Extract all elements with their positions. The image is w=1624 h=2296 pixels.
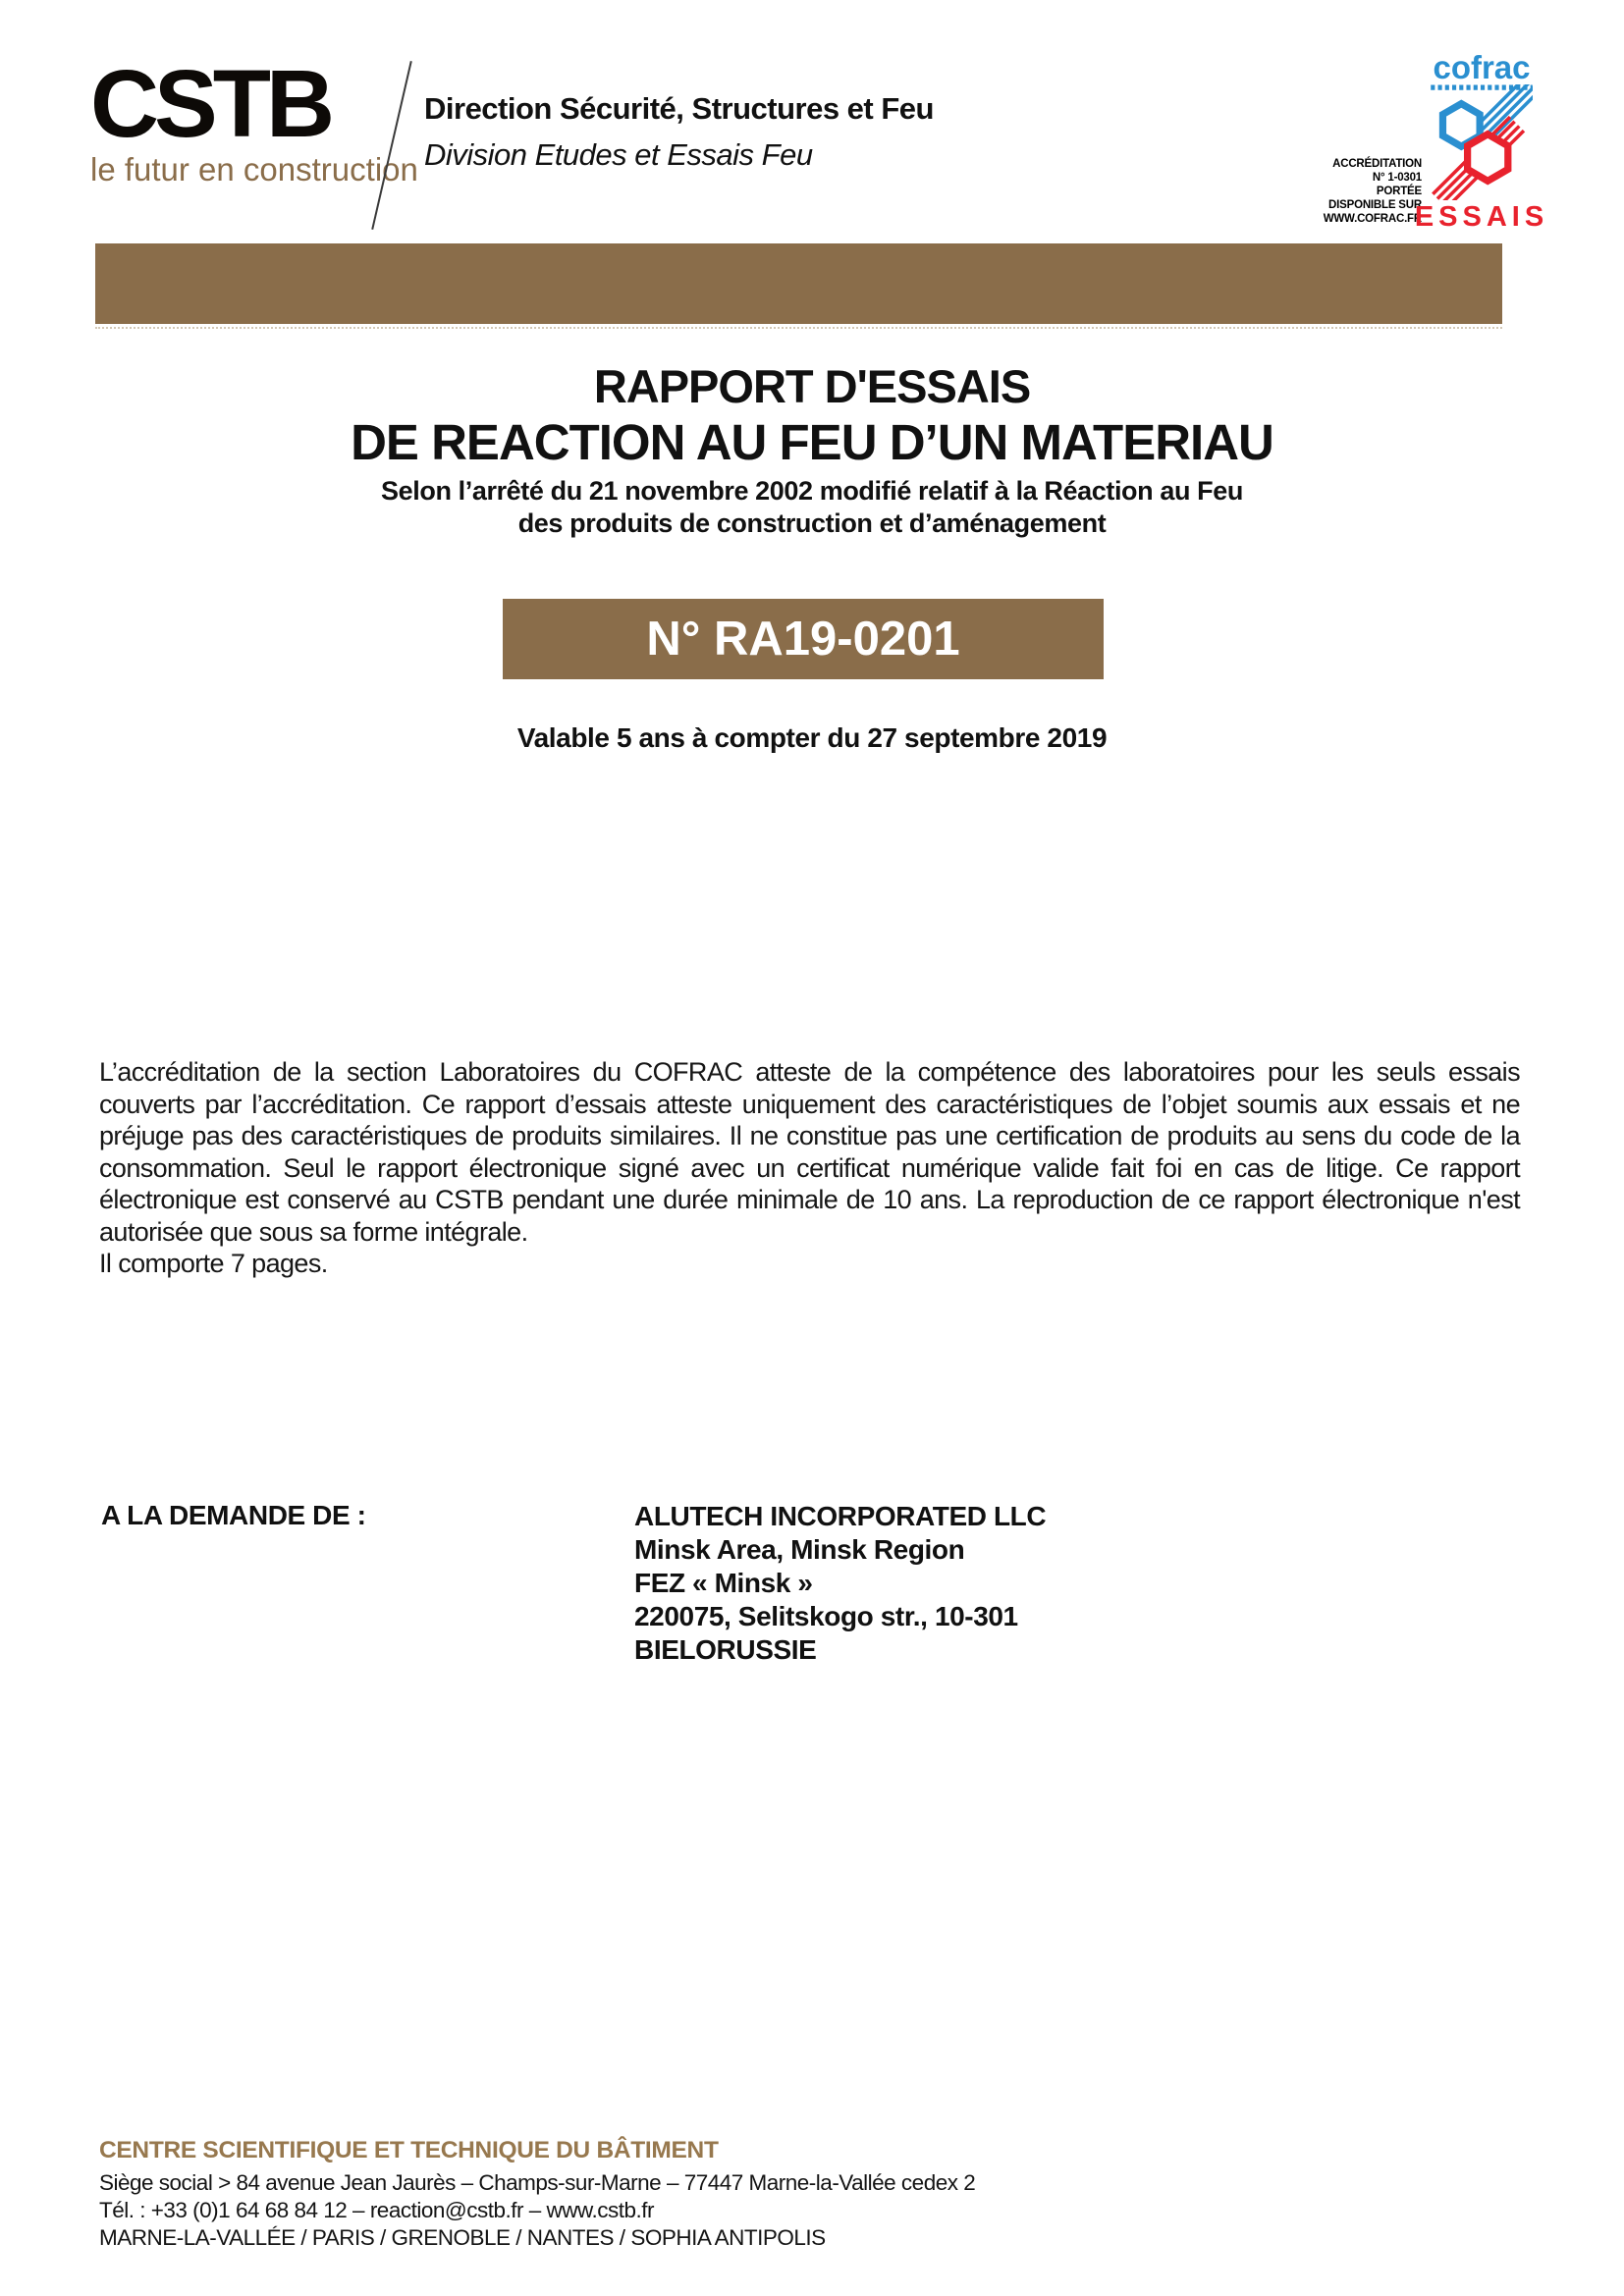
report-number-box: N° RA19-0201: [503, 599, 1104, 679]
cofrac-hexagons-icon: [1431, 84, 1533, 200]
report-title-line1: RAPPORT D'ESSAIS: [593, 360, 1031, 412]
report-subtitle-line1: Selon l’arrêté du 21 novembre 2002 modifié relatif à la Réaction au Feu: [381, 476, 1243, 506]
client-address-line: FEZ « Minsk »: [634, 1568, 813, 1598]
department-header: [424, 90, 934, 174]
cstb-logo: [90, 50, 418, 187]
cofrac-accreditation-text: [1324, 157, 1422, 226]
accreditation-line: WWW.COFRAC.FR: [1323, 213, 1422, 225]
cofrac-accreditation-block: [1323, 49, 1549, 233]
cstb-logo-tagline: le futur en construction: [90, 151, 418, 187]
cstb-logo-text: CSTB: [90, 50, 331, 157]
legal-paragraph: L’accréditation de la section Laboratoires du COFRAC atteste de la compétence des laboratoires pour les seuls essais couverts par l’accréditation. Ce rapport d’essais atteste uniquement des caractéristiques de l’objet soumis aux essais et ne préjuge pas des caractéristiques de produits similaires. Il ne constitue pas une certification de produits au sens du code de la consommation. Seul le rapport électronique signé avec un certificat numérique valide fait foi en cas de litige. Ce rapport électronique est conservé au CSTB pendant une durée minimale de 10 ans. La reproduction de ce rapport électronique n'est autorisée que sous sa forme intégrale.: [99, 1057, 1520, 1247]
footer-address: Siège social > 84 avenue Jean Jaurès – Champs-sur-Marne – 77447 Marne-la-Vallée cedex 2: [99, 2170, 976, 2195]
accreditation-line: DISPONIBLE SUR: [1328, 199, 1422, 211]
page-count-note: Il comporte 7 pages.: [99, 1249, 328, 1278]
legal-notice: [99, 1056, 1520, 1280]
footer-locations: MARNE-LA-VALLÉE / PARIS / GRENOBLE / NANTES / SOPHIA ANTIPOLIS: [99, 2225, 826, 2250]
footer-contact: Tél. : +33 (0)1 64 68 84 12 – reaction@cstb.fr – www.cstb.fr: [99, 2198, 654, 2222]
report-title-block: [0, 359, 1624, 540]
client-address-block: [634, 1500, 1046, 1667]
cofrac-logo-wordmark: cofrac: [1433, 49, 1531, 85]
direction-title: Direction Sécurité, Structures et Feu: [424, 91, 934, 126]
report-subtitle: [0, 475, 1624, 540]
validity-statement: Valable 5 ans à compter du 27 septembre 2019: [516, 722, 1108, 753]
accreditation-line: N° 1-0301: [1372, 172, 1422, 184]
footer-organization: CENTRE SCIENTIFIQUE ET TECHNIQUE DU BÂTIMENT: [99, 2137, 719, 2163]
accreditation-line: ACCRÉDITATION: [1332, 158, 1422, 170]
brown-band-dotted-rule: [95, 327, 1502, 329]
cofrac-logo: [1414, 49, 1549, 233]
client-name: ALUTECH INCORPORATED LLC: [634, 1501, 1047, 1531]
client-address-line: Minsk Area, Minsk Region: [634, 1534, 965, 1565]
footer: [99, 2136, 975, 2252]
report-subtitle-line2: des produits de construction et d’aménagement: [517, 508, 1107, 538]
request-label: A LA DEMANDE DE :: [101, 1500, 366, 1530]
division-subtitle: Division Etudes et Essais Feu: [424, 137, 813, 172]
brown-band: [95, 243, 1502, 324]
client-address-line: 220075, Selitskogo str., 10-301: [634, 1601, 1018, 1631]
client-country: BIELORUSSIE: [634, 1634, 817, 1665]
report-title-line2: DE REACTION AU FEU D’UN MATERIAU: [351, 414, 1273, 470]
cofrac-essais-label: ESSAIS: [1414, 201, 1549, 233]
accreditation-line: PORTÉE: [1376, 186, 1422, 197]
